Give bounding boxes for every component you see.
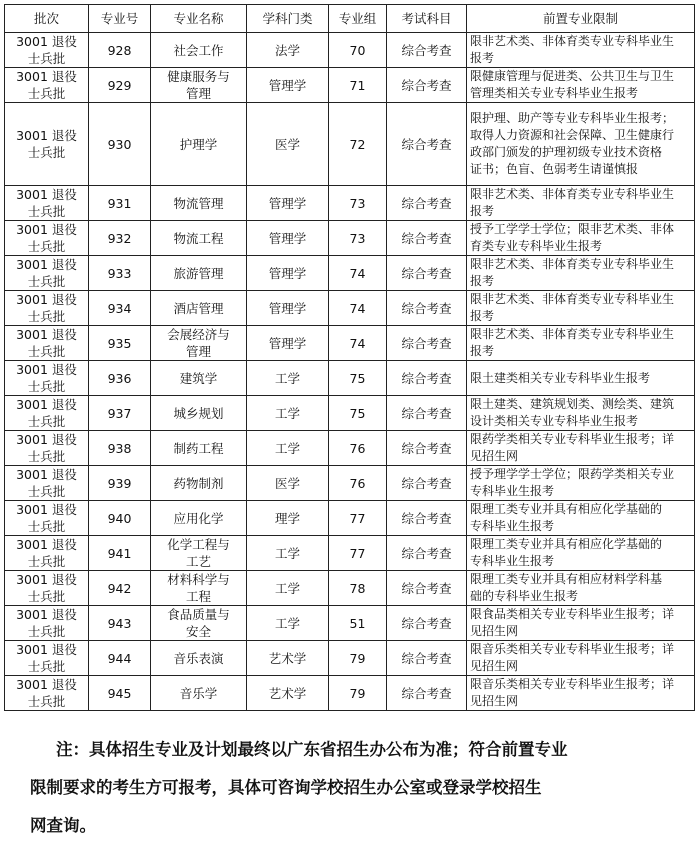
table-header-row — [5, 5, 695, 33]
cell-batch — [5, 536, 89, 571]
cell-category: 法学 — [247, 33, 329, 68]
cell-batch-line: 3001 退役 — [16, 34, 77, 49]
cell-major-group: 76 — [329, 466, 387, 501]
cell-major-name — [151, 431, 247, 466]
cell-category: 管理学 — [247, 68, 329, 103]
header-prerequisite: 前置专业限制 — [467, 5, 695, 33]
cell-batch — [5, 676, 89, 711]
cell-prerequisite-line: 限音乐类相关专业专科毕业生报考；详 — [470, 677, 675, 691]
cell-major-code: 940 — [89, 501, 151, 536]
cell-major-group: 71 — [329, 68, 387, 103]
cell-exam-subject: 综合考查 — [387, 221, 467, 256]
cell-major-group: 77 — [329, 501, 387, 536]
cell-major-name-line: 物流管理 — [173, 195, 224, 211]
cell-prerequisite-line: 限非艺术类、非体育类专业专科毕业生 — [470, 292, 675, 306]
cell-major-name — [151, 291, 247, 326]
cell-prerequisite-line: 限非艺术类、非体育类专业专科毕业生 — [470, 257, 675, 271]
cell-exam-subject: 综合考查 — [387, 606, 467, 641]
cell-batch-line: 3001 退役 — [16, 642, 77, 657]
cell-exam-subject: 综合考查 — [387, 68, 467, 103]
cell-prerequisite-line: 限理工类专业并具有相应材料学科基 — [470, 572, 663, 586]
table-row — [5, 291, 695, 326]
cell-batch — [5, 256, 89, 291]
cell-major-group: 74 — [329, 291, 387, 326]
table-row — [5, 606, 695, 641]
cell-major-code: 942 — [89, 571, 151, 606]
cell-major-name-line: 化学工程与 — [167, 537, 230, 552]
cell-major-name — [151, 676, 247, 711]
cell-exam-subject: 综合考查 — [387, 676, 467, 711]
cell-prerequisite-line: 报考 — [470, 204, 495, 218]
cell-exam-subject: 综合考查 — [387, 571, 467, 606]
cell-category: 医学 — [247, 466, 329, 501]
cell-batch-line: 3001 退役 — [16, 432, 77, 447]
table-row — [5, 466, 695, 501]
cell-major-name — [151, 466, 247, 501]
cell-batch-line: 士兵批 — [27, 344, 66, 359]
cell-major-group: 73 — [329, 186, 387, 221]
cell-major-name — [151, 396, 247, 431]
cell-prerequisite-line: 础的专科毕业生报考 — [470, 589, 579, 603]
cell-batch-line: 士兵批 — [27, 589, 66, 604]
cell-prerequisite-line: 育类专业专科毕业生报考 — [470, 239, 603, 253]
cell-prerequisite-line: 限理工类专业并具有相应化学基础的 — [470, 537, 663, 551]
header-batch: 批次 — [5, 5, 89, 33]
cell-prerequisite-line: 见招生网 — [470, 659, 519, 673]
cell-major-name — [151, 326, 247, 361]
cell-prerequisite-line: 管理类相关专业专科毕业生报考 — [470, 86, 639, 100]
cell-batch-line: 士兵批 — [27, 449, 66, 464]
cell-category: 工学 — [247, 431, 329, 466]
cell-prerequisite — [467, 431, 695, 466]
cell-major-name — [151, 103, 247, 186]
cell-batch-line: 士兵批 — [27, 204, 66, 219]
cell-batch — [5, 33, 89, 68]
cell-prerequisite-line: 证书；色盲、色弱考生请谨慎报 — [470, 162, 639, 176]
cell-major-group: 76 — [329, 431, 387, 466]
cell-major-name-line: 城乡规划 — [173, 405, 224, 421]
cell-prerequisite-line: 限土建类相关专业专科毕业生报考 — [470, 370, 651, 385]
cell-batch — [5, 571, 89, 606]
cell-major-name — [151, 68, 247, 103]
cell-prerequisite-line: 设计类相关专业专科毕业生报考 — [470, 414, 639, 428]
cell-batch-line: 3001 退役 — [16, 677, 77, 692]
cell-major-group: 77 — [329, 536, 387, 571]
cell-major-group: 70 — [329, 33, 387, 68]
cell-prerequisite-line: 报考 — [470, 51, 495, 65]
cell-major-group: 75 — [329, 361, 387, 396]
cell-batch-line: 3001 退役 — [16, 327, 77, 342]
cell-prerequisite-line: 限非艺术类、非体育类专业专科毕业生 — [470, 327, 675, 341]
cell-major-name-line: 健康服务与 — [167, 69, 230, 84]
cell-major-name-line: 药物制剂 — [173, 475, 224, 491]
cell-batch — [5, 221, 89, 256]
cell-batch — [5, 431, 89, 466]
cell-prerequisite-line: 取得人力资源和社会保障、卫生健康行 — [470, 128, 675, 142]
cell-category: 管理学 — [247, 221, 329, 256]
cell-major-code: 932 — [89, 221, 151, 256]
table-row — [5, 676, 695, 711]
cell-exam-subject: 综合考查 — [387, 431, 467, 466]
cell-major-code: 944 — [89, 641, 151, 676]
cell-prerequisite-line: 见招生网 — [470, 694, 519, 708]
table-row — [5, 186, 695, 221]
cell-prerequisite — [467, 68, 695, 103]
cell-major-name — [151, 571, 247, 606]
cell-batch — [5, 103, 89, 186]
cell-category: 工学 — [247, 571, 329, 606]
cell-category: 管理学 — [247, 326, 329, 361]
table-row — [5, 256, 695, 291]
cell-batch-line: 3001 退役 — [16, 467, 77, 482]
cell-prerequisite — [467, 33, 695, 68]
cell-major-name — [151, 256, 247, 291]
cell-major-code: 941 — [89, 536, 151, 571]
header-category: 学科门类 — [247, 5, 329, 33]
header-exam-subject: 考试科目 — [387, 5, 467, 33]
cell-major-name — [151, 536, 247, 571]
cell-prerequisite-line: 报考 — [470, 344, 495, 358]
header-major-code: 专业号 — [89, 5, 151, 33]
cell-batch — [5, 326, 89, 361]
cell-batch — [5, 361, 89, 396]
cell-major-name-line: 建筑学 — [179, 370, 218, 386]
table-row — [5, 641, 695, 676]
cell-major-code: 937 — [89, 396, 151, 431]
footnote-line: 网查询。 — [30, 816, 96, 835]
cell-major-name-line: 安全 — [185, 624, 211, 639]
cell-major-name-line: 食品质量与 — [167, 607, 230, 622]
cell-prerequisite — [467, 571, 695, 606]
cell-exam-subject: 综合考查 — [387, 33, 467, 68]
cell-major-group: 73 — [329, 221, 387, 256]
cell-prerequisite-line: 报考 — [470, 274, 495, 288]
cell-batch-line: 3001 退役 — [16, 362, 77, 377]
cell-category: 工学 — [247, 536, 329, 571]
cell-major-group: 74 — [329, 256, 387, 291]
cell-prerequisite-line: 限非艺术类、非体育类专业专科毕业生 — [470, 187, 675, 201]
cell-batch-line: 士兵批 — [27, 414, 66, 429]
cell-batch-line: 士兵批 — [27, 624, 66, 639]
header-major-name: 专业名称 — [151, 5, 247, 33]
cell-major-name-line: 护理学 — [179, 136, 218, 152]
table-row — [5, 396, 695, 431]
table-row — [5, 536, 695, 571]
cell-batch-line: 士兵批 — [27, 309, 66, 324]
cell-major-name-line: 工程 — [185, 589, 211, 604]
cell-prerequisite-line: 授予理学学士学位；限药学类相关专业 — [470, 467, 675, 481]
cell-prerequisite-line: 专科毕业生报考 — [470, 484, 555, 498]
cell-exam-subject: 综合考查 — [387, 501, 467, 536]
cell-major-code: 935 — [89, 326, 151, 361]
cell-category: 管理学 — [247, 186, 329, 221]
table-row — [5, 431, 695, 466]
cell-category: 工学 — [247, 606, 329, 641]
majors-table — [4, 4, 695, 711]
cell-major-code: 945 — [89, 676, 151, 711]
cell-major-group: 72 — [329, 103, 387, 186]
cell-prerequisite — [467, 641, 695, 676]
cell-exam-subject: 综合考查 — [387, 256, 467, 291]
cell-batch-line: 士兵批 — [27, 484, 66, 499]
cell-batch-line: 士兵批 — [27, 239, 66, 254]
cell-major-code: 933 — [89, 256, 151, 291]
cell-category: 管理学 — [247, 291, 329, 326]
cell-exam-subject: 综合考查 — [387, 326, 467, 361]
cell-prerequisite — [467, 536, 695, 571]
footnote-line: 限制要求的考生方可报考，具体可咨询学校招生办公室或登录学校招生 — [30, 778, 542, 797]
cell-prerequisite — [467, 186, 695, 221]
cell-prerequisite — [467, 501, 695, 536]
table-row — [5, 33, 695, 68]
cell-batch-line: 3001 退役 — [16, 397, 77, 412]
cell-batch-line: 士兵批 — [27, 519, 66, 534]
cell-prerequisite-line: 限护理、助产等专业专科毕业生报考； — [470, 111, 675, 125]
table-row — [5, 361, 695, 396]
cell-prerequisite — [467, 676, 695, 711]
cell-exam-subject: 综合考查 — [387, 291, 467, 326]
cell-category: 工学 — [247, 396, 329, 431]
cell-exam-subject: 综合考查 — [387, 466, 467, 501]
cell-prerequisite-line: 专科毕业生报考 — [470, 519, 555, 533]
table-row — [5, 68, 695, 103]
cell-major-name-line: 材料科学与 — [167, 572, 230, 587]
cell-batch-line: 3001 退役 — [16, 69, 77, 84]
cell-prerequisite — [467, 256, 695, 291]
cell-major-name — [151, 361, 247, 396]
cell-major-group: 51 — [329, 606, 387, 641]
table-row — [5, 501, 695, 536]
cell-prerequisite-line: 限理工类专业并具有相应化学基础的 — [470, 502, 663, 516]
cell-major-name-line: 旅游管理 — [173, 265, 224, 281]
cell-category: 理学 — [247, 501, 329, 536]
cell-batch-line: 士兵批 — [27, 694, 66, 709]
cell-major-group: 79 — [329, 676, 387, 711]
cell-major-group: 79 — [329, 641, 387, 676]
cell-category: 艺术学 — [247, 676, 329, 711]
cell-major-group: 74 — [329, 326, 387, 361]
cell-major-name-line: 制药工程 — [173, 440, 224, 456]
cell-batch-line: 3001 退役 — [16, 222, 77, 237]
cell-prerequisite — [467, 361, 695, 396]
footnote — [30, 731, 664, 845]
cell-prerequisite — [467, 466, 695, 501]
cell-prerequisite-line: 授予工学学士学位；限非艺术类、非体 — [470, 222, 675, 236]
cell-major-name — [151, 33, 247, 68]
cell-major-code: 931 — [89, 186, 151, 221]
cell-major-code: 934 — [89, 291, 151, 326]
cell-batch-line: 3001 退役 — [16, 502, 77, 517]
cell-major-name-line: 工艺 — [185, 554, 211, 569]
cell-batch-line: 3001 退役 — [16, 537, 77, 552]
cell-prerequisite-line: 限健康管理与促进类、公共卫生与卫生 — [470, 69, 675, 83]
cell-prerequisite-line: 见招生网 — [470, 449, 519, 463]
cell-major-code: 938 — [89, 431, 151, 466]
cell-prerequisite-line: 政部门颁发的护理初级专业技术资格 — [470, 145, 663, 159]
cell-prerequisite-line: 限药学类相关专业专科毕业生报考；详 — [470, 432, 675, 446]
cell-batch — [5, 291, 89, 326]
cell-major-name — [151, 606, 247, 641]
cell-prerequisite — [467, 221, 695, 256]
cell-batch-line: 3001 退役 — [16, 292, 77, 307]
cell-major-code: 939 — [89, 466, 151, 501]
table-row — [5, 326, 695, 361]
cell-major-name-line: 管理 — [185, 344, 211, 359]
cell-major-name-line: 社会工作 — [173, 42, 224, 58]
cell-major-name-line: 音乐表演 — [173, 650, 224, 666]
cell-prerequisite-line: 见招生网 — [470, 624, 519, 638]
table-row — [5, 103, 695, 186]
cell-batch — [5, 501, 89, 536]
cell-batch — [5, 606, 89, 641]
cell-batch-line: 士兵批 — [27, 86, 66, 101]
cell-major-name — [151, 641, 247, 676]
cell-batch-line: 士兵批 — [27, 274, 66, 289]
cell-batch-line: 3001 退役 — [16, 257, 77, 272]
cell-major-name-line: 音乐学 — [179, 685, 218, 701]
cell-prerequisite-line: 专科毕业生报考 — [470, 554, 555, 568]
cell-major-group: 75 — [329, 396, 387, 431]
cell-prerequisite-line: 限食品类相关专业专科毕业生报考；详 — [470, 607, 675, 621]
cell-major-name — [151, 186, 247, 221]
cell-exam-subject: 综合考查 — [387, 103, 467, 186]
cell-major-name-line: 会展经济与 — [167, 327, 230, 342]
cell-category: 艺术学 — [247, 641, 329, 676]
cell-batch-line: 士兵批 — [27, 379, 66, 394]
cell-category: 管理学 — [247, 256, 329, 291]
cell-exam-subject: 综合考查 — [387, 641, 467, 676]
cell-prerequisite-line: 报考 — [470, 309, 495, 323]
cell-prerequisite — [467, 291, 695, 326]
cell-prerequisite-line: 限土建类、建筑规划类、测绘类、建筑 — [470, 397, 675, 411]
cell-prerequisite — [467, 103, 695, 186]
cell-batch-line: 士兵批 — [27, 145, 66, 160]
cell-batch — [5, 186, 89, 221]
cell-prerequisite-line: 限非艺术类、非体育类专业专科毕业生 — [470, 34, 675, 48]
cell-prerequisite-line: 限音乐类相关专业专科毕业生报考；详 — [470, 642, 675, 656]
header-major-group: 专业组 — [329, 5, 387, 33]
cell-batch-line: 3001 退役 — [16, 187, 77, 202]
cell-major-name — [151, 221, 247, 256]
cell-prerequisite — [467, 326, 695, 361]
cell-batch-line: 3001 退役 — [16, 607, 77, 622]
cell-prerequisite — [467, 606, 695, 641]
cell-major-name-line: 管理 — [185, 86, 211, 101]
cell-batch — [5, 466, 89, 501]
table-row — [5, 571, 695, 606]
cell-category: 工学 — [247, 361, 329, 396]
cell-major-code: 943 — [89, 606, 151, 641]
footnote-line: 注：具体招生专业及计划最终以广东省招生办公布为准；符合前置专业 — [56, 740, 568, 759]
cell-major-code: 928 — [89, 33, 151, 68]
cell-batch-line: 士兵批 — [27, 554, 66, 569]
cell-major-code: 930 — [89, 103, 151, 186]
cell-major-name-line: 酒店管理 — [173, 300, 224, 316]
cell-batch-line: 3001 退役 — [16, 572, 77, 587]
cell-major-name — [151, 501, 247, 536]
cell-major-name-line: 物流工程 — [173, 230, 224, 246]
cell-batch-line: 士兵批 — [27, 659, 66, 674]
cell-prerequisite — [467, 396, 695, 431]
cell-exam-subject: 综合考查 — [387, 186, 467, 221]
cell-major-code: 936 — [89, 361, 151, 396]
cell-batch — [5, 68, 89, 103]
cell-major-name-line: 应用化学 — [173, 510, 224, 526]
cell-exam-subject: 综合考查 — [387, 396, 467, 431]
cell-batch-line: 3001 退役 — [16, 128, 77, 143]
table-row — [5, 221, 695, 256]
cell-category: 医学 — [247, 103, 329, 186]
cell-exam-subject: 综合考查 — [387, 536, 467, 571]
cell-batch — [5, 641, 89, 676]
cell-batch-line: 士兵批 — [27, 51, 66, 66]
cell-major-code: 929 — [89, 68, 151, 103]
cell-major-group: 78 — [329, 571, 387, 606]
cell-exam-subject: 综合考查 — [387, 361, 467, 396]
cell-batch — [5, 396, 89, 431]
